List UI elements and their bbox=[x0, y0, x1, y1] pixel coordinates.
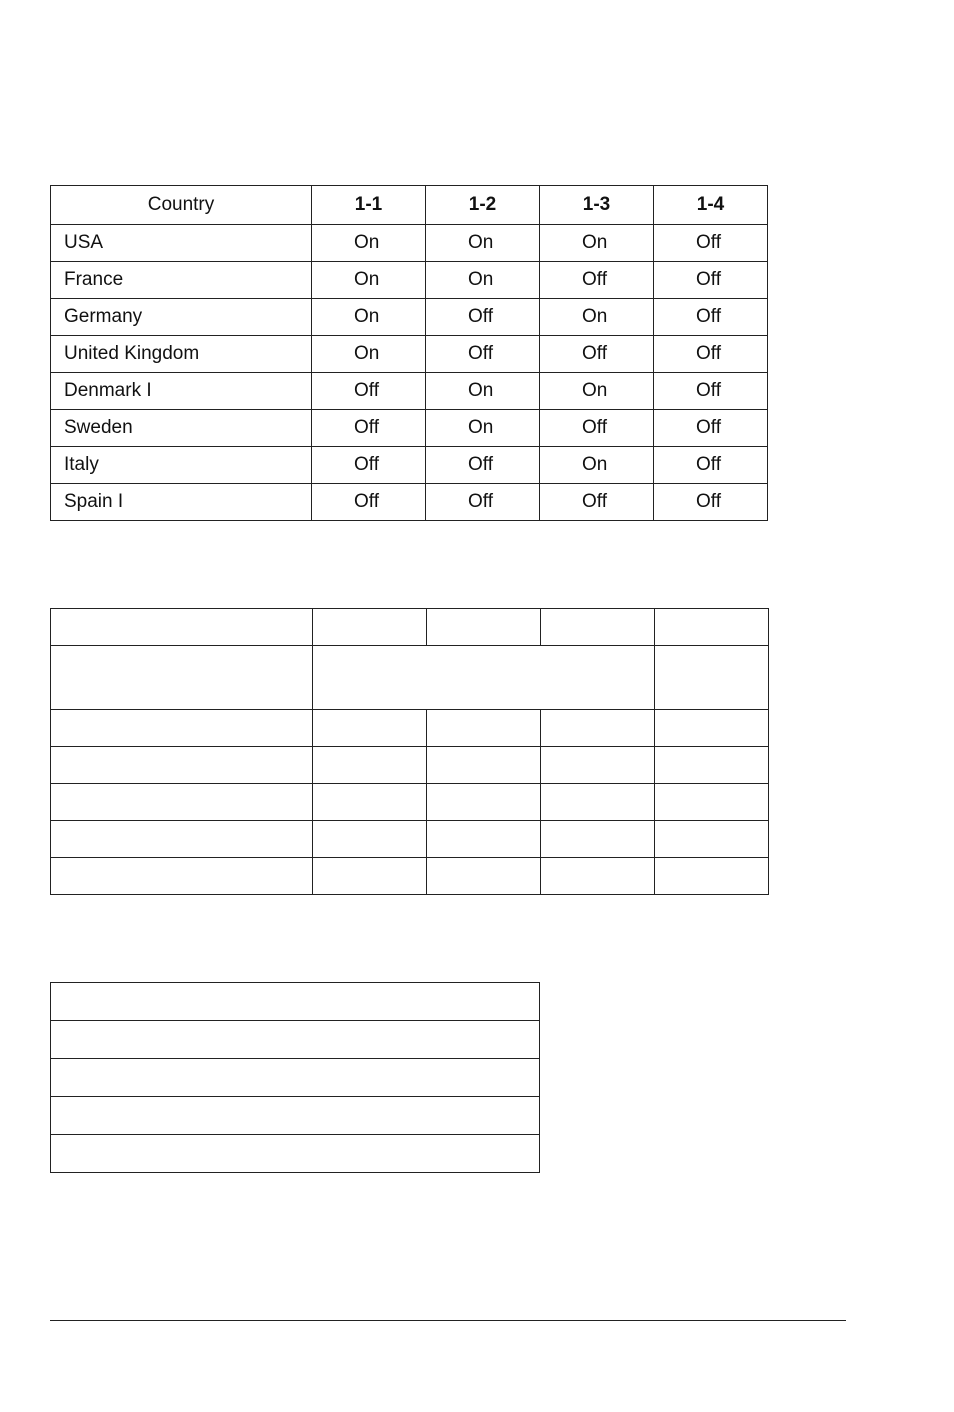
table-cell bbox=[541, 747, 655, 784]
table-row bbox=[51, 747, 769, 784]
switch-value-cell: On bbox=[426, 225, 540, 262]
switch-value-cell: Off bbox=[654, 299, 768, 336]
switch-value-cell: Off bbox=[312, 410, 426, 447]
table-cell bbox=[51, 858, 313, 895]
switch-value-cell: On bbox=[312, 336, 426, 373]
switch-value-cell: On bbox=[426, 373, 540, 410]
switch-value-cell: Off bbox=[654, 447, 768, 484]
switch-value-cell: Off bbox=[540, 410, 654, 447]
table-row bbox=[51, 646, 769, 710]
table-row bbox=[51, 336, 768, 373]
table-row bbox=[51, 983, 540, 1021]
header-country: Country bbox=[51, 186, 312, 225]
switch-value-cell: Off bbox=[654, 262, 768, 299]
header-switch-1-3: 1-3 bbox=[540, 186, 654, 225]
table-row bbox=[51, 821, 769, 858]
table-cell bbox=[427, 710, 541, 747]
country-cell: United Kingdom bbox=[51, 336, 312, 373]
switch-value-cell: On bbox=[540, 373, 654, 410]
table-row bbox=[51, 609, 769, 646]
switch-value-cell: Off bbox=[654, 484, 768, 521]
switch-value-cell: Off bbox=[312, 373, 426, 410]
country-cell: Germany bbox=[51, 299, 312, 336]
switch-value-cell: Off bbox=[426, 299, 540, 336]
switch-value-cell: On bbox=[540, 225, 654, 262]
table-cell bbox=[541, 784, 655, 821]
table-cell bbox=[313, 747, 427, 784]
table-row bbox=[51, 225, 768, 262]
switch-value-cell: Off bbox=[312, 484, 426, 521]
switch-value-cell: Off bbox=[540, 336, 654, 373]
table-row bbox=[51, 1135, 540, 1173]
table-cell bbox=[655, 784, 769, 821]
table-cell bbox=[51, 821, 313, 858]
switch-value-cell: On bbox=[312, 299, 426, 336]
table-cell bbox=[427, 858, 541, 895]
country-cell: Sweden bbox=[51, 410, 312, 447]
switch-value-cell: On bbox=[540, 299, 654, 336]
header-switch-1-4: 1-4 bbox=[654, 186, 768, 225]
country-cell: Italy bbox=[51, 447, 312, 484]
table-cell bbox=[51, 646, 313, 710]
table-cell bbox=[541, 710, 655, 747]
table-cell bbox=[313, 710, 427, 747]
switch-value-cell: Off bbox=[426, 484, 540, 521]
table-cell bbox=[313, 609, 427, 646]
table-row bbox=[51, 484, 768, 521]
table-cell bbox=[51, 983, 540, 1021]
switch-value-cell: Off bbox=[426, 336, 540, 373]
table-row bbox=[51, 447, 768, 484]
table-cell bbox=[51, 1135, 540, 1173]
switch-value-cell: On bbox=[312, 225, 426, 262]
table-cell bbox=[427, 747, 541, 784]
table-cell bbox=[313, 784, 427, 821]
switch-value-cell: Off bbox=[654, 410, 768, 447]
table-header-row bbox=[51, 186, 768, 225]
table-cell bbox=[541, 821, 655, 858]
country-cell: Denmark I bbox=[51, 373, 312, 410]
table-cell bbox=[51, 784, 313, 821]
header-switch-1-1: 1-1 bbox=[312, 186, 426, 225]
table-cell bbox=[51, 609, 313, 646]
table-cell bbox=[51, 1097, 540, 1135]
header-switch-1-2: 1-2 bbox=[426, 186, 540, 225]
switch-value-cell: Off bbox=[540, 484, 654, 521]
switch-value-cell: On bbox=[426, 262, 540, 299]
table-cell bbox=[51, 1021, 540, 1059]
table-row bbox=[51, 410, 768, 447]
country-cell: Spain I bbox=[51, 484, 312, 521]
table-cell bbox=[655, 646, 769, 710]
table-cell bbox=[313, 821, 427, 858]
table-row bbox=[51, 1021, 540, 1059]
table-cell bbox=[51, 1059, 540, 1097]
table-cell bbox=[427, 609, 541, 646]
table-row bbox=[51, 262, 768, 299]
table-cell bbox=[655, 747, 769, 784]
switch-value-cell: Off bbox=[426, 447, 540, 484]
switch-value-cell: Off bbox=[654, 336, 768, 373]
table-cell bbox=[541, 609, 655, 646]
table-cell bbox=[655, 821, 769, 858]
switch-value-cell: On bbox=[540, 447, 654, 484]
table-cell bbox=[541, 858, 655, 895]
country-cell: USA bbox=[51, 225, 312, 262]
table-row bbox=[51, 710, 769, 747]
table-cell bbox=[51, 710, 313, 747]
table-row bbox=[51, 858, 769, 895]
table-cell bbox=[655, 858, 769, 895]
merged-table-cell bbox=[313, 646, 655, 710]
country-cell: France bbox=[51, 262, 312, 299]
switch-value-cell: Off bbox=[654, 225, 768, 262]
table-cell bbox=[655, 710, 769, 747]
table-cell bbox=[313, 858, 427, 895]
table-cell bbox=[51, 747, 313, 784]
country-switch-table bbox=[50, 185, 768, 521]
table-cell bbox=[655, 609, 769, 646]
blank-switch-table bbox=[50, 608, 769, 895]
table-row bbox=[51, 373, 768, 410]
table-row bbox=[51, 299, 768, 336]
table-cell bbox=[427, 784, 541, 821]
switch-value-cell: On bbox=[426, 410, 540, 447]
table-cell bbox=[427, 821, 541, 858]
blank-list-table bbox=[50, 982, 540, 1173]
footer-divider bbox=[50, 1320, 846, 1321]
switch-value-cell: On bbox=[312, 262, 426, 299]
table-row bbox=[51, 784, 769, 821]
table-row bbox=[51, 1059, 540, 1097]
switch-value-cell: Off bbox=[654, 373, 768, 410]
switch-value-cell: Off bbox=[540, 262, 654, 299]
switch-value-cell: Off bbox=[312, 447, 426, 484]
table-row bbox=[51, 1097, 540, 1135]
